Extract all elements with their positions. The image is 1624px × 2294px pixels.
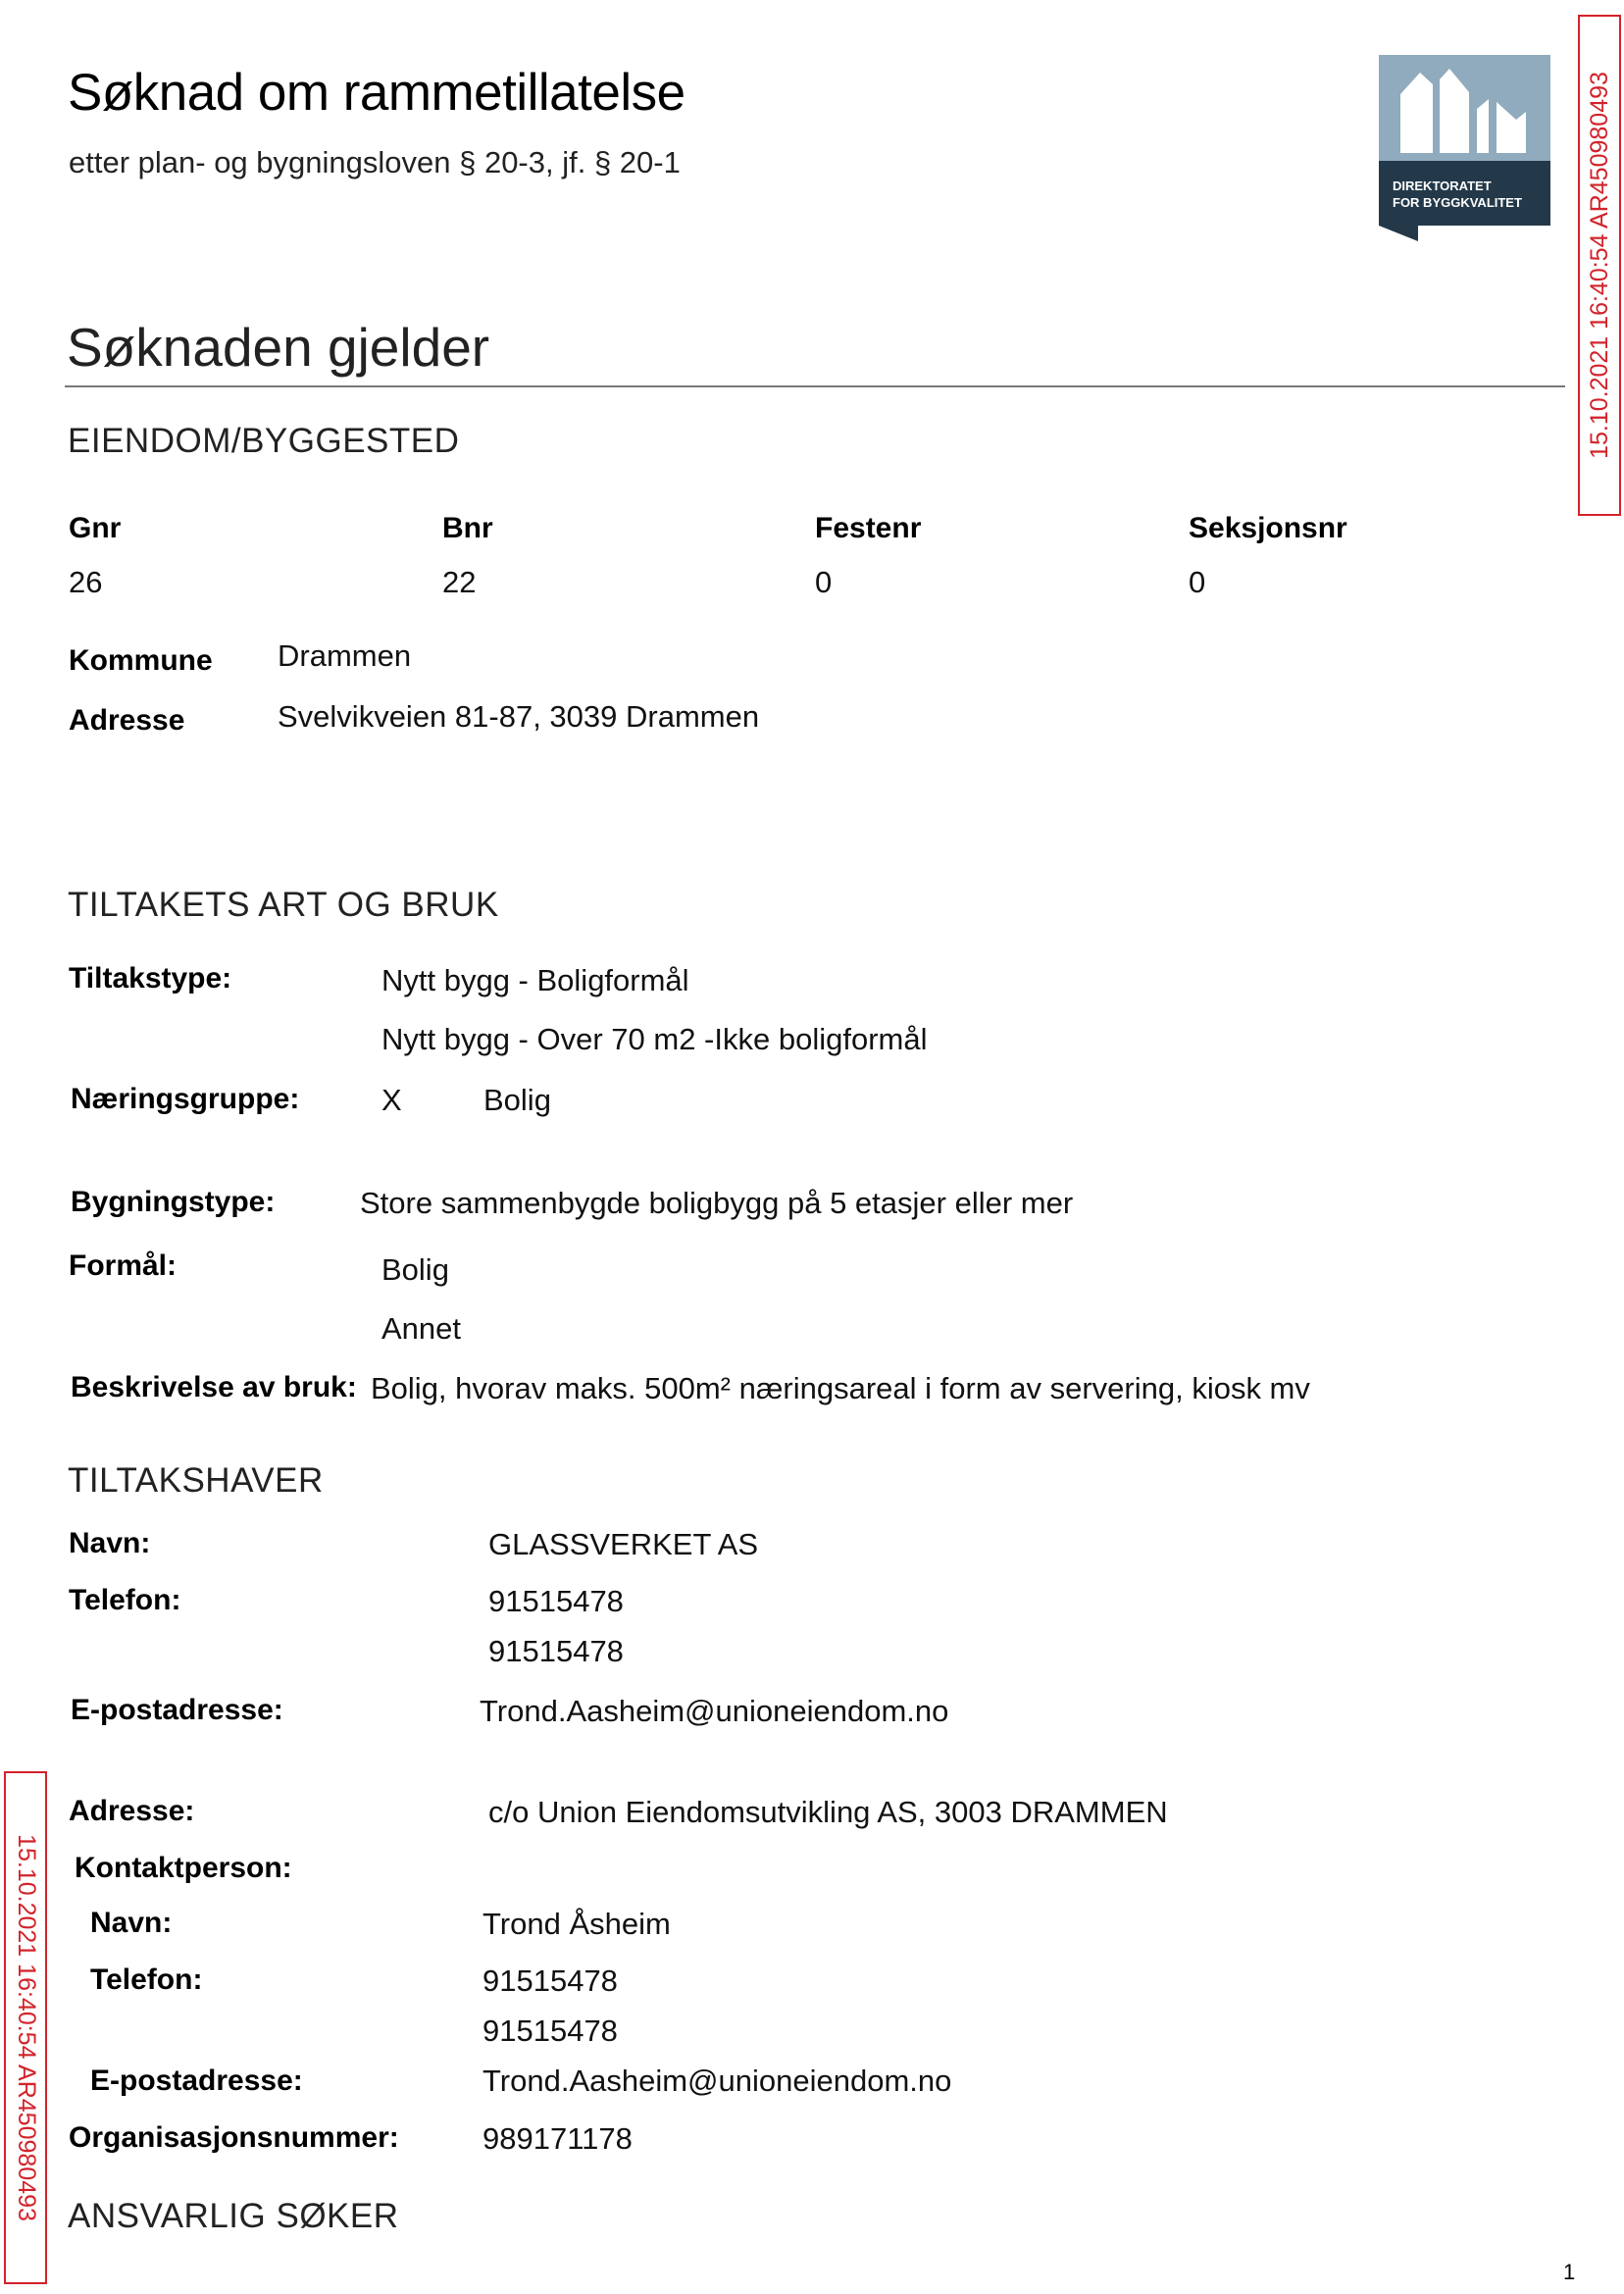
beskrivelse-value: Bolig, hvorav maks. 500m² næringsareal i form av servering, kiosk mv [371, 1371, 1310, 1405]
kontakt-telefon-value-2: 91515478 [482, 2014, 618, 2048]
naeringsgruppe-label: Næringsgruppe: [71, 1083, 300, 1115]
adresse-value: Svelvikveien 81-87, 3039 Drammen [278, 699, 760, 734]
kommune-label: Kommune [69, 644, 213, 677]
bnr-label: Bnr [442, 512, 493, 544]
gnr-label: Gnr [69, 512, 122, 544]
bygningstype-label: Bygningstype: [71, 1186, 276, 1218]
bygningstype-value: Store sammenbygde boligbygg på 5 etasjer eller mer [360, 1186, 1074, 1220]
svg-text:DIREKTORATET: DIREKTORATET [1393, 178, 1492, 193]
naeringsgruppe-value: Bolig [483, 1083, 551, 1117]
tiltakstype-label: Tiltakstype: [69, 962, 232, 994]
festenr-value: 0 [815, 565, 833, 599]
seksjonsnr-label: Seksjonsnr [1189, 512, 1347, 544]
receipt-stamp-top [1578, 15, 1621, 516]
tiltakshaver-telefon-value-2: 91515478 [488, 1634, 624, 1668]
svg-text:FOR BYGGKVALITET: FOR BYGGKVALITET [1393, 195, 1522, 210]
kontakt-navn-value: Trond Åsheim [482, 1907, 671, 1941]
festenr-label: Festenr [815, 512, 922, 544]
tiltakshaver-epost-label: E-postadresse: [71, 1694, 283, 1726]
bnr-value: 22 [442, 565, 477, 599]
kommune-value: Drammen [278, 638, 412, 673]
tiltakshaver-navn-label: Navn: [69, 1527, 151, 1559]
main-heading: Søknaden gjelder [67, 317, 490, 378]
tiltakshaver-telefon-label: Telefon: [69, 1584, 181, 1616]
page-number: 1 [1563, 2260, 1576, 2284]
tiltakstype-value-2: Nytt bygg - Over 70 m2 -Ikke boligformål [381, 1022, 928, 1056]
tiltakshaver-epost-value: Trond.Aasheim@unioneiendom.no [480, 1694, 949, 1728]
kontakt-epost-value: Trond.Aasheim@unioneiendom.no [482, 2064, 952, 2098]
naeringsgruppe-code: X [381, 1083, 402, 1117]
receipt-stamp-bottom [4, 1771, 47, 2284]
tiltakstype-value-1: Nytt bygg - Boligformål [381, 963, 689, 997]
section-ansvarlig-soker: ANSVARLIG SØKER [68, 2197, 399, 2235]
document-subtitle: etter plan- og bygningsloven § 20-3, jf. § 20-1 [69, 145, 681, 179]
beskrivelse-label: Beskrivelse av bruk: [71, 1371, 357, 1403]
tiltakshaver-adresse-label: Adresse: [69, 1795, 195, 1827]
heading-divider [65, 385, 1565, 387]
formal-value-1: Bolig [381, 1252, 449, 1287]
adresse-label: Adresse [69, 704, 185, 737]
building-logo-icon [1379, 55, 1550, 241]
tiltakshaver-adresse-value: c/o Union Eiendomsutvikling AS, 3003 DRAMMEN [488, 1795, 1168, 1829]
section-eiendom: EIENDOM/BYGGESTED [68, 422, 460, 460]
formal-value-2: Annet [381, 1311, 462, 1346]
kontakt-telefon-label: Telefon: [90, 1963, 203, 1996]
gnr-value: 26 [69, 565, 103, 599]
orgnr-value: 989171178 [482, 2121, 633, 2156]
section-tiltakshaver: TILTAKSHAVER [68, 1461, 324, 1500]
dibk-logo [1379, 55, 1550, 241]
stamp-text: 15.10.2021 16:40:54 AR450980493 [12, 1834, 40, 2221]
document-title: Søknad om rammetillatelse [68, 64, 685, 122]
tiltakshaver-telefon-value-1: 91515478 [488, 1584, 624, 1618]
kontakt-telefon-value-1: 91515478 [482, 1963, 618, 1998]
tiltakshaver-navn-value: GLASSVERKET AS [488, 1527, 759, 1561]
section-tiltak: TILTAKETS ART OG BRUK [68, 886, 499, 924]
orgnr-label: Organisasjonsnummer: [69, 2121, 399, 2154]
kontakt-navn-label: Navn: [90, 1907, 173, 1939]
seksjonsnr-value: 0 [1189, 565, 1206, 599]
formal-label: Formål: [69, 1249, 178, 1282]
stamp-text: 15.10.2021 16:40:54 AR450980493 [1585, 72, 1613, 459]
kontakt-epost-label: E-postadresse: [90, 2065, 303, 2097]
kontaktperson-label: Kontaktperson: [75, 1852, 292, 1884]
